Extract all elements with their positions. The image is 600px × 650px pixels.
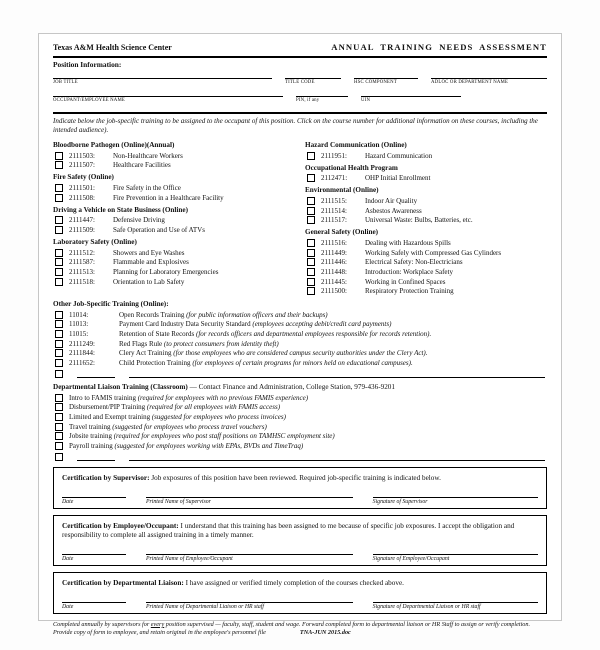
course-row bbox=[53, 278, 295, 286]
course-group-title: Environmental (Online) bbox=[305, 186, 379, 195]
date-line[interactable] bbox=[62, 554, 126, 562]
liaison-training-section bbox=[53, 383, 547, 461]
course-row bbox=[305, 207, 547, 215]
spacer bbox=[474, 96, 547, 103]
course-group-title: Bloodborne Pathogen (Online)(Annual) bbox=[53, 141, 175, 150]
date-line[interactable] bbox=[62, 497, 126, 505]
course-checkbox[interactable] bbox=[55, 413, 63, 421]
course-name: Limited and Exempt training bbox=[69, 412, 152, 421]
course-group-items bbox=[305, 239, 547, 295]
course-number-link[interactable]: 2111951: bbox=[321, 151, 347, 160]
course-checkbox[interactable] bbox=[307, 197, 315, 205]
course-checkbox[interactable] bbox=[55, 320, 63, 328]
date-label: Date bbox=[62, 556, 74, 563]
course-checkbox[interactable] bbox=[55, 423, 63, 431]
course-name: Orientation to Lab Safety bbox=[113, 277, 185, 286]
course-group-items bbox=[53, 152, 295, 170]
course-row bbox=[53, 152, 295, 160]
course-audience-note: (for those employees who are considered campus security authorities under the Clery Act). bbox=[173, 349, 428, 358]
course-checkbox[interactable] bbox=[55, 184, 63, 192]
course-checkbox[interactable] bbox=[307, 249, 315, 257]
course-audience-note: (suggested for employees who process invoices) bbox=[151, 412, 286, 421]
course-row bbox=[305, 278, 547, 286]
course-row bbox=[53, 249, 295, 257]
course-number-link[interactable]: 2111449: bbox=[321, 248, 347, 257]
course-audience-note: (employees accepting debit/credit card payments) bbox=[252, 320, 392, 329]
course-group bbox=[305, 186, 547, 224]
signature-line[interactable] bbox=[373, 497, 538, 505]
course-row bbox=[53, 330, 547, 338]
course-audience-note: (suggested for employees who process travel vouchers) bbox=[112, 422, 267, 431]
course-checkbox[interactable] bbox=[55, 453, 63, 461]
course-checkbox[interactable] bbox=[55, 152, 63, 160]
uin-label: UIN bbox=[361, 98, 371, 103]
course-group-title: Fire Safety (Online) bbox=[53, 173, 114, 182]
footer-text-pre: Completed annually by supervisors for bbox=[53, 620, 151, 628]
course-checkbox[interactable] bbox=[55, 394, 63, 402]
liaison-title-contact: — Contact Finance and Administration, College Station, 979-436-9201 bbox=[187, 383, 395, 392]
course-description bbox=[69, 403, 547, 411]
course-number-link[interactable]: 2111844: bbox=[69, 349, 95, 358]
course-number-link[interactable]: 2111446: bbox=[321, 258, 347, 267]
course-checkbox[interactable] bbox=[55, 330, 63, 338]
course-group bbox=[53, 173, 295, 201]
org-name: Texas A&M Health Science Center bbox=[53, 43, 172, 52]
course-name: Indoor Air Quality bbox=[365, 197, 418, 206]
course-row bbox=[53, 432, 547, 440]
form-page bbox=[38, 33, 562, 637]
position-fields-row2 bbox=[53, 96, 547, 103]
course-number-link[interactable]: 2111513: bbox=[69, 267, 95, 276]
course-number-link[interactable]: 2111514: bbox=[321, 206, 347, 215]
course-number-link[interactable]: 2111509: bbox=[69, 225, 95, 234]
course-description bbox=[69, 432, 547, 440]
course-row bbox=[305, 249, 547, 257]
signature-row bbox=[62, 554, 538, 562]
certification-sections bbox=[53, 467, 547, 614]
course-group-items bbox=[53, 216, 295, 234]
course-name: Intro to FAMIS training bbox=[69, 393, 138, 402]
course-name: Introduction: Workplace Safety bbox=[365, 267, 453, 276]
course-name: Open Records Training bbox=[119, 310, 187, 319]
course-audience-note: (required for employees with no previous FAMIS experience) bbox=[137, 393, 309, 402]
job-title-label: JOB TITLE bbox=[53, 80, 78, 85]
certification-text: Job exposures of this position have been reviewed. Required job-specific training is indicated below. bbox=[151, 473, 441, 482]
course-description bbox=[69, 423, 547, 431]
course-checkbox[interactable] bbox=[55, 278, 63, 286]
course-group-items bbox=[53, 249, 295, 286]
course-name: Fire Safety in the Office bbox=[113, 184, 181, 193]
position-divider bbox=[53, 112, 547, 114]
course-name: Asbestos Awareness bbox=[365, 206, 422, 215]
blank-course-row bbox=[53, 452, 547, 461]
course-group-items bbox=[305, 152, 547, 160]
course-checkbox[interactable] bbox=[55, 359, 63, 367]
course-name: Planning for Laboratory Emergencies bbox=[113, 267, 219, 276]
blank-course-number-line[interactable] bbox=[77, 452, 115, 461]
course-description bbox=[119, 359, 547, 367]
printed-name-line[interactable] bbox=[146, 554, 353, 562]
course-name: Working Safely with Compressed Gas Cylinders bbox=[365, 248, 502, 257]
course-row bbox=[53, 394, 547, 402]
title-code-field[interactable] bbox=[285, 78, 341, 85]
course-group bbox=[305, 228, 547, 295]
course-audience-note: (for public information officers and their backups) bbox=[186, 310, 328, 319]
printed-name-line[interactable] bbox=[146, 602, 353, 610]
course-checkbox[interactable] bbox=[55, 442, 63, 450]
occupant-name-label: OCCUPANT/EMPLOYEE NAME bbox=[53, 98, 126, 103]
form-header bbox=[53, 42, 547, 52]
signature-row bbox=[62, 602, 538, 610]
certification-text: I have assigned or verified timely completion of the courses checked above. bbox=[185, 579, 404, 588]
certification-box bbox=[53, 515, 547, 566]
certification-heading: Certification by Supervisor: bbox=[62, 472, 150, 482]
course-number-link[interactable]: 11015: bbox=[69, 330, 89, 339]
blank-course-name-line[interactable] bbox=[129, 452, 545, 461]
course-group-items bbox=[305, 197, 547, 224]
liaison-title-bold: Departmental Liaison Training (Classroom) bbox=[53, 383, 188, 392]
course-group-title: Laboratory Safety (Online) bbox=[53, 238, 137, 247]
printed-name-line[interactable] bbox=[146, 497, 353, 505]
course-checkbox[interactable] bbox=[307, 207, 315, 215]
course-row bbox=[53, 194, 295, 202]
blank-course-name-line[interactable] bbox=[129, 369, 545, 378]
course-row bbox=[53, 413, 547, 421]
course-checkbox[interactable] bbox=[307, 216, 315, 224]
course-audience-note: (suggested for employees working with EPAs, BVDs and TimeTraq) bbox=[114, 441, 304, 450]
course-checkbox[interactable] bbox=[55, 403, 63, 411]
course-audience-note: (required for all employees with FAMIS access) bbox=[146, 403, 281, 412]
course-number-link[interactable]: 2111518: bbox=[69, 277, 95, 286]
course-number-link[interactable]: 2111500: bbox=[321, 287, 347, 296]
course-number-link[interactable]: 11014: bbox=[69, 310, 89, 319]
liaison-training-title bbox=[53, 383, 547, 392]
footer-doc-name: TNA-JUN 2015.doc bbox=[299, 629, 351, 637]
course-name: Safe Operation and Use of ATVs bbox=[113, 225, 205, 234]
course-number-link[interactable]: 2112471: bbox=[321, 174, 348, 183]
course-row bbox=[53, 216, 295, 224]
date-label: Date bbox=[62, 498, 74, 505]
course-name: Defensive Driving bbox=[113, 216, 165, 225]
course-row bbox=[305, 268, 547, 276]
other-training-items bbox=[53, 311, 547, 367]
course-row bbox=[305, 197, 547, 205]
position-fields-row1 bbox=[53, 78, 547, 85]
course-checkbox[interactable] bbox=[55, 370, 63, 378]
course-number-link[interactable]: 2111507: bbox=[69, 161, 95, 170]
course-name: Red Flags Rule bbox=[119, 339, 164, 348]
course-row bbox=[53, 340, 547, 348]
course-row bbox=[305, 152, 547, 160]
form-footer bbox=[53, 621, 547, 638]
course-checkbox[interactable] bbox=[55, 194, 63, 202]
course-name: Non-Healthcare Workers bbox=[113, 151, 183, 160]
certification-heading: Certification by Employee/Occupant: bbox=[62, 520, 179, 530]
certification-statement bbox=[62, 521, 538, 541]
adloc-label: ADLOC OR DEPARTMENT NAME bbox=[431, 80, 509, 85]
certification-box bbox=[53, 467, 547, 509]
certification-box bbox=[53, 572, 547, 614]
other-training-title: Other Job-Specific Training (Online): bbox=[53, 300, 169, 309]
left-column bbox=[53, 137, 295, 295]
date-label: Date bbox=[62, 603, 74, 610]
course-row bbox=[53, 258, 295, 266]
hsc-component-label: HSC COMPONENT bbox=[354, 80, 397, 85]
course-name: Travel training bbox=[69, 422, 113, 431]
course-audience-note: (for records officers and departmental employees responsible for records retention). bbox=[195, 330, 432, 339]
course-checkbox[interactable] bbox=[55, 340, 63, 348]
uin-field[interactable] bbox=[361, 96, 461, 103]
course-checkbox[interactable] bbox=[55, 226, 63, 234]
right-column bbox=[305, 137, 547, 295]
course-number-link[interactable]: 2111445: bbox=[321, 277, 347, 286]
course-number-link[interactable]: 2111501: bbox=[69, 184, 95, 193]
signature-label: Signature of Employee/Occupant bbox=[372, 556, 450, 563]
course-name: Respiratory Protection Training bbox=[365, 287, 454, 296]
course-name: Showers and Eye Washes bbox=[113, 248, 185, 257]
course-group-items bbox=[53, 184, 295, 202]
course-row bbox=[53, 184, 295, 192]
course-description bbox=[69, 394, 547, 402]
title-code-label: TITLE CODE bbox=[285, 80, 315, 85]
course-name: Healthcare Facilities bbox=[113, 161, 171, 170]
course-checkbox[interactable] bbox=[55, 216, 63, 224]
signature-row bbox=[62, 497, 538, 505]
course-number-link[interactable]: 2111508: bbox=[69, 193, 95, 202]
certification-statement bbox=[62, 578, 538, 589]
course-row bbox=[305, 287, 547, 295]
course-row bbox=[53, 226, 295, 234]
course-audience-note: (to protect consumers from identity theft) bbox=[163, 339, 279, 348]
course-row bbox=[305, 258, 547, 266]
course-name: Dealing with Hazardous Spills bbox=[365, 238, 451, 247]
course-checkbox[interactable] bbox=[307, 152, 315, 160]
course-checkbox[interactable] bbox=[307, 258, 315, 266]
course-number-link[interactable]: 11013: bbox=[69, 320, 89, 329]
course-name: Flammable and Explosives bbox=[113, 258, 189, 267]
course-checkbox[interactable] bbox=[307, 268, 315, 276]
course-columns bbox=[53, 137, 547, 295]
course-row bbox=[305, 239, 547, 247]
certification-text: I understand that this training has been assigned to me because of specific job exposures. I accept the obligation and responsibility to complete all assigned training in a timely manner. bbox=[62, 521, 515, 540]
header-divider bbox=[53, 56, 547, 58]
course-number-link[interactable]: 2111447: bbox=[69, 216, 95, 225]
printed-name-label: Printed Name of Supervisor bbox=[146, 498, 211, 505]
course-name: Hazard Communication bbox=[365, 151, 433, 160]
certification-statement bbox=[62, 473, 538, 484]
pin-label: PIN, if any bbox=[296, 98, 320, 103]
course-row bbox=[305, 174, 547, 182]
course-audience-note: (required for employees who post staff positions on TAMHSC employment site) bbox=[113, 432, 335, 441]
course-name: Child Protection Training bbox=[119, 359, 193, 368]
course-name: Working in Confined Spaces bbox=[365, 277, 446, 286]
signature-line[interactable] bbox=[373, 554, 538, 562]
course-checkbox[interactable] bbox=[307, 278, 315, 286]
course-audience-note: (for employees of certain programs for minors held on educational campuses). bbox=[192, 359, 413, 368]
course-number-link[interactable]: 2111448: bbox=[321, 267, 347, 276]
footer-text-underlined: every bbox=[150, 620, 165, 628]
job-title-field[interactable] bbox=[53, 78, 272, 85]
course-number-link[interactable]: 2111652: bbox=[69, 359, 95, 368]
course-name: Universal Waste: Bulbs, Batteries, etc. bbox=[365, 216, 473, 225]
course-number-link[interactable]: 2111503: bbox=[69, 151, 95, 160]
course-description bbox=[119, 340, 547, 348]
course-checkbox[interactable] bbox=[307, 287, 315, 295]
course-row bbox=[53, 359, 547, 367]
course-group bbox=[53, 206, 295, 234]
date-line[interactable] bbox=[62, 602, 126, 610]
signature-line[interactable] bbox=[373, 602, 538, 610]
course-name: OHP Initial Enrollment bbox=[365, 174, 431, 183]
course-description bbox=[119, 349, 547, 357]
course-number-link[interactable]: 2111516: bbox=[321, 238, 347, 247]
printed-name-label: Printed Name of Departmental Liaison or HR staff bbox=[146, 603, 265, 610]
course-name: Jobsite training bbox=[69, 432, 114, 441]
course-group bbox=[53, 141, 295, 169]
course-group-items bbox=[305, 174, 547, 182]
course-name: Payment Card Industry Data Security Standard bbox=[119, 320, 253, 329]
course-number-link[interactable]: 2111249: bbox=[69, 339, 95, 348]
blank-course-row bbox=[53, 369, 547, 378]
course-checkbox[interactable] bbox=[55, 258, 63, 266]
course-row bbox=[53, 320, 547, 328]
course-row bbox=[53, 442, 547, 450]
course-group-title: Hazard Communication (Online) bbox=[305, 141, 407, 150]
course-checkbox[interactable] bbox=[55, 249, 63, 257]
course-group bbox=[305, 141, 547, 160]
course-checkbox[interactable] bbox=[55, 349, 63, 357]
course-description bbox=[119, 320, 547, 328]
signature-label: Signature of Supervisor bbox=[372, 498, 428, 505]
other-training-section bbox=[53, 300, 547, 378]
course-name: Disbursement/PIP Training bbox=[69, 403, 147, 412]
course-description bbox=[69, 442, 547, 450]
course-row bbox=[305, 216, 547, 224]
course-name: Retention of State Records bbox=[119, 330, 196, 339]
course-number-link[interactable]: 2111515: bbox=[321, 197, 347, 206]
course-row bbox=[53, 403, 547, 411]
course-description bbox=[119, 330, 547, 338]
hsc-component-field[interactable] bbox=[354, 78, 418, 85]
course-group-title: General Safety (Online) bbox=[305, 228, 379, 237]
course-name: Electrical Safety: Non-Electricians bbox=[365, 258, 463, 267]
adloc-field[interactable] bbox=[431, 78, 547, 85]
course-row bbox=[53, 349, 547, 357]
blank-course-number-line[interactable] bbox=[77, 369, 115, 378]
course-row bbox=[53, 268, 295, 276]
course-checkbox[interactable] bbox=[55, 268, 63, 276]
printed-name-label: Printed Name of Employee/Occupant bbox=[146, 556, 233, 563]
course-group-title: Occupational Health Program bbox=[305, 163, 398, 172]
course-row bbox=[53, 423, 547, 431]
course-group bbox=[305, 164, 547, 183]
signature-label: Signature of Departmental Liaison or HR staff bbox=[372, 603, 481, 610]
certification-heading: Certification by Departmental Liaison: bbox=[62, 578, 184, 588]
instructions-text: Indicate below the job-specific training to be assigned to the occupant of this position. Click on the course number for additional information on these courses, including the intended audience). bbox=[53, 117, 538, 135]
course-name: Clery Act Training bbox=[119, 349, 174, 358]
course-number-link[interactable]: 2111517: bbox=[321, 216, 347, 225]
pin-field[interactable] bbox=[296, 96, 348, 103]
course-description bbox=[69, 413, 547, 421]
course-checkbox[interactable] bbox=[307, 239, 315, 247]
course-checkbox[interactable] bbox=[307, 174, 315, 182]
course-checkbox[interactable] bbox=[55, 432, 63, 440]
course-name: Fire Prevention in a Healthcare Facility bbox=[113, 193, 224, 202]
course-description bbox=[119, 311, 547, 319]
liaison-training-items bbox=[53, 394, 547, 450]
occupant-name-field[interactable] bbox=[53, 96, 283, 103]
position-section-heading: Position Information: bbox=[53, 60, 122, 69]
course-row bbox=[53, 311, 547, 319]
course-name: Payroll training bbox=[69, 441, 115, 450]
form-title: ANNUAL TRAINING NEEDS ASSESSMENT bbox=[331, 42, 547, 52]
footer-text-post: position supervised — faculty, staff, student and wage. Forward completed form to departmental liaison or HR Staff to assign or verify completion. Provide copy of form to employee, and retain original in the employee's personnel file bbox=[53, 620, 531, 637]
course-checkbox[interactable] bbox=[55, 311, 63, 319]
course-number-link[interactable]: 2111587: bbox=[69, 258, 95, 267]
course-row bbox=[53, 161, 295, 169]
course-number-link[interactable]: 2111512: bbox=[69, 248, 95, 257]
course-group bbox=[53, 238, 295, 286]
course-checkbox[interactable] bbox=[55, 161, 63, 169]
course-group-title: Driving a Vehicle on State Business (Online) bbox=[53, 205, 188, 214]
